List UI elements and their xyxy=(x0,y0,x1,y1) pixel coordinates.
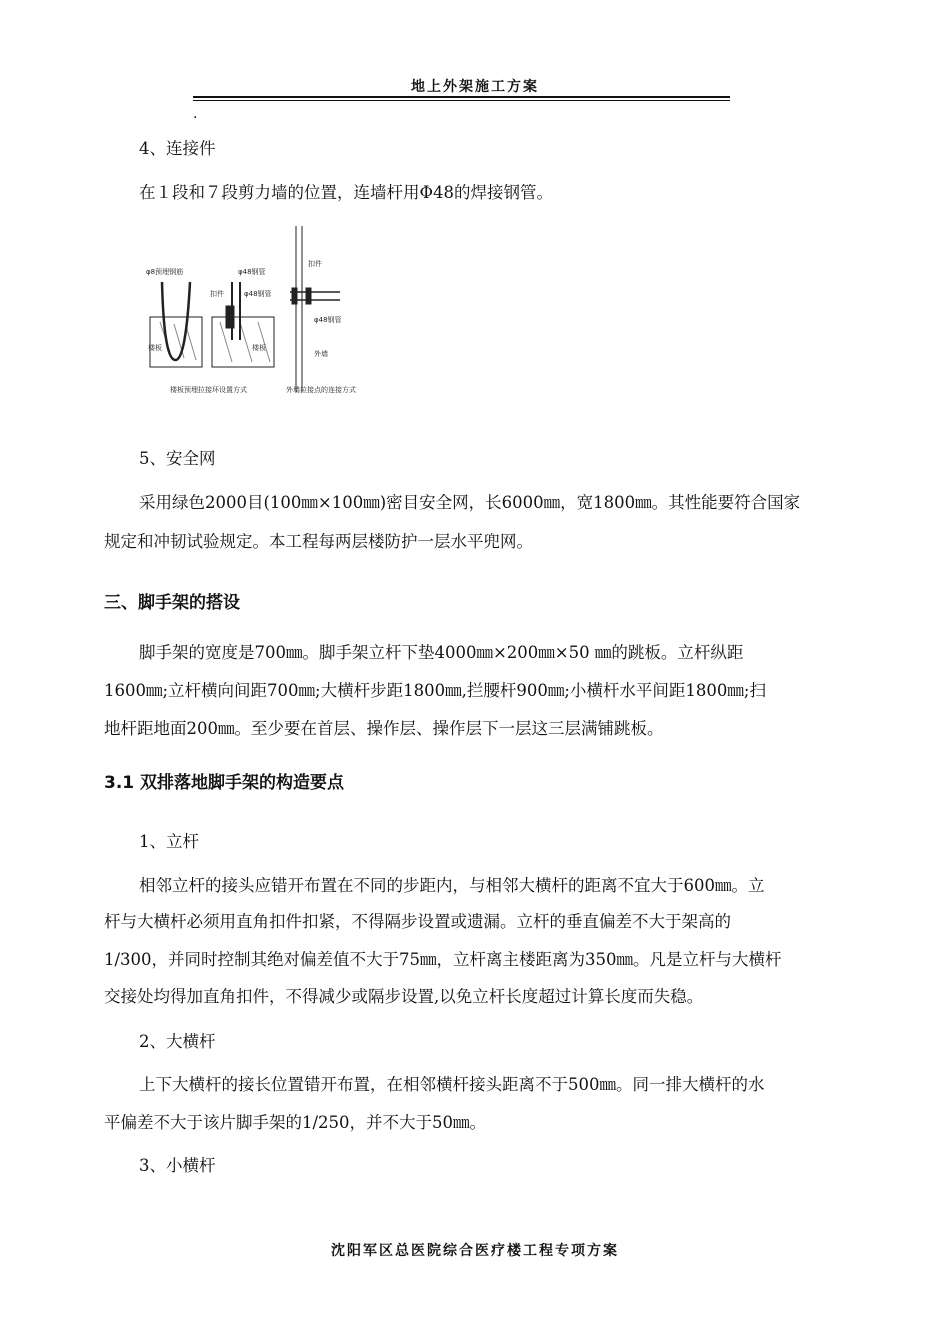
slab-embed-detail xyxy=(146,267,202,367)
section-5-paragraph-line-2: 规定和冲韧试验规定。本工程每两层楼防护一层水平兜网。 xyxy=(104,532,533,551)
fig-label-2: φ48钢管 xyxy=(238,268,266,276)
item-2-line-1: 上下大横杆的接长位置错开布置，在相邻横杆接头距离不于500㎜。同一排大横杆的水 xyxy=(139,1075,765,1094)
figure-caption-left: 楼板预埋拉接环设置方式 xyxy=(170,386,247,394)
item-2-heading: 2、大横杆 xyxy=(139,1032,216,1051)
header-dot: . xyxy=(193,106,198,122)
fig-label-5: 楼板 xyxy=(148,344,162,352)
connector-diagram xyxy=(140,222,360,402)
item-1-line-1: 相邻立杆的接头应错开布置在不同的步距内，与相邻大横杆的距离不宜大于600㎜。立 xyxy=(139,876,765,895)
wall-clamp-2 xyxy=(306,288,311,304)
section-3-line-1: 脚手架的宽度是700㎜。脚手架立杆下垫4000㎜×200㎜×50 ㎜的跳板。立杆纵距 xyxy=(139,643,744,662)
fig-label-8: φ48钢管 xyxy=(314,316,342,324)
page-footer-title: 沈阳军区总医院综合医疗楼工程专项方案 xyxy=(331,1243,619,1259)
fig-label-4: φ48钢管 xyxy=(244,290,272,298)
section-4-heading: 4、连接件 xyxy=(139,139,216,158)
fig-label-9: 外墙 xyxy=(314,350,328,358)
section-5-paragraph-line-1: 采用绿色2000目(100㎜×100㎜)密目安全网，长6000㎜，宽1800㎜。其性能要符合国家 xyxy=(139,493,801,512)
connector-figure xyxy=(140,222,360,402)
fig-label-7: 扣件 xyxy=(308,260,322,268)
fig-label-3: 扣件 xyxy=(210,290,224,298)
section-3-line-2: 1600㎜;立杆横向间距700㎜;大横杆步距1800㎜,拦腰杆900㎜;小横杆水平间距1800㎜;扫 xyxy=(104,681,766,700)
slab-middle-rect xyxy=(212,317,274,367)
section-3-heading: 三、脚手架的搭设 xyxy=(104,593,240,613)
item-1-line-3: 1/300，并同时控制其绝对偏差值不大于75㎜，立杆离主楼距离为350㎜。凡是立杆与大横杆 xyxy=(104,950,782,969)
slab-tube-detail xyxy=(210,267,274,367)
page-header-title: 地上外架施工方案 xyxy=(411,79,539,95)
item-1-heading: 1、立杆 xyxy=(139,832,199,851)
item-2-line-2: 平偏差不大于该片脚手架的1/250，并不大于50㎜。 xyxy=(104,1113,487,1132)
section-5-heading: 5、安全网 xyxy=(139,449,216,468)
section-3-1-heading: 3.1 双排落地脚手架的构造要点 xyxy=(104,773,345,793)
header-rule-thick xyxy=(193,96,730,98)
wall-connection-detail xyxy=(290,226,342,392)
section-3-line-3: 地杆距地面200㎜。至少要在首层、操作层、操作层下一层这三层满铺跳板。 xyxy=(104,719,664,738)
item-1-line-2: 杆与大横杆必须用直角扣件扣紧，不得隔步设置或遗漏。立杆的垂直偏差不大于架高的 xyxy=(104,912,731,931)
fig-label-6: 楼板 xyxy=(252,344,266,352)
item-1-line-4: 交接处均得加直角扣件，不得减少或隔步设置,以免立杆长度超过计算长度而失稳。 xyxy=(104,987,704,1006)
clamp-icon xyxy=(226,306,234,328)
fig-label-1: φ8预埋钢筋 xyxy=(146,268,184,276)
item-3-heading: 3、小横杆 xyxy=(139,1156,216,1175)
section-4-paragraph: 在１段和７段剪力墙的位置，连墙杆用Φ48的焊接钢管。 xyxy=(139,183,554,202)
figure-caption-right: 外墙拉接点的连接方式 xyxy=(286,386,356,394)
header-rule-thin xyxy=(193,100,730,101)
wall-clamp-1 xyxy=(292,288,297,304)
embed-ring-icon xyxy=(162,282,190,360)
